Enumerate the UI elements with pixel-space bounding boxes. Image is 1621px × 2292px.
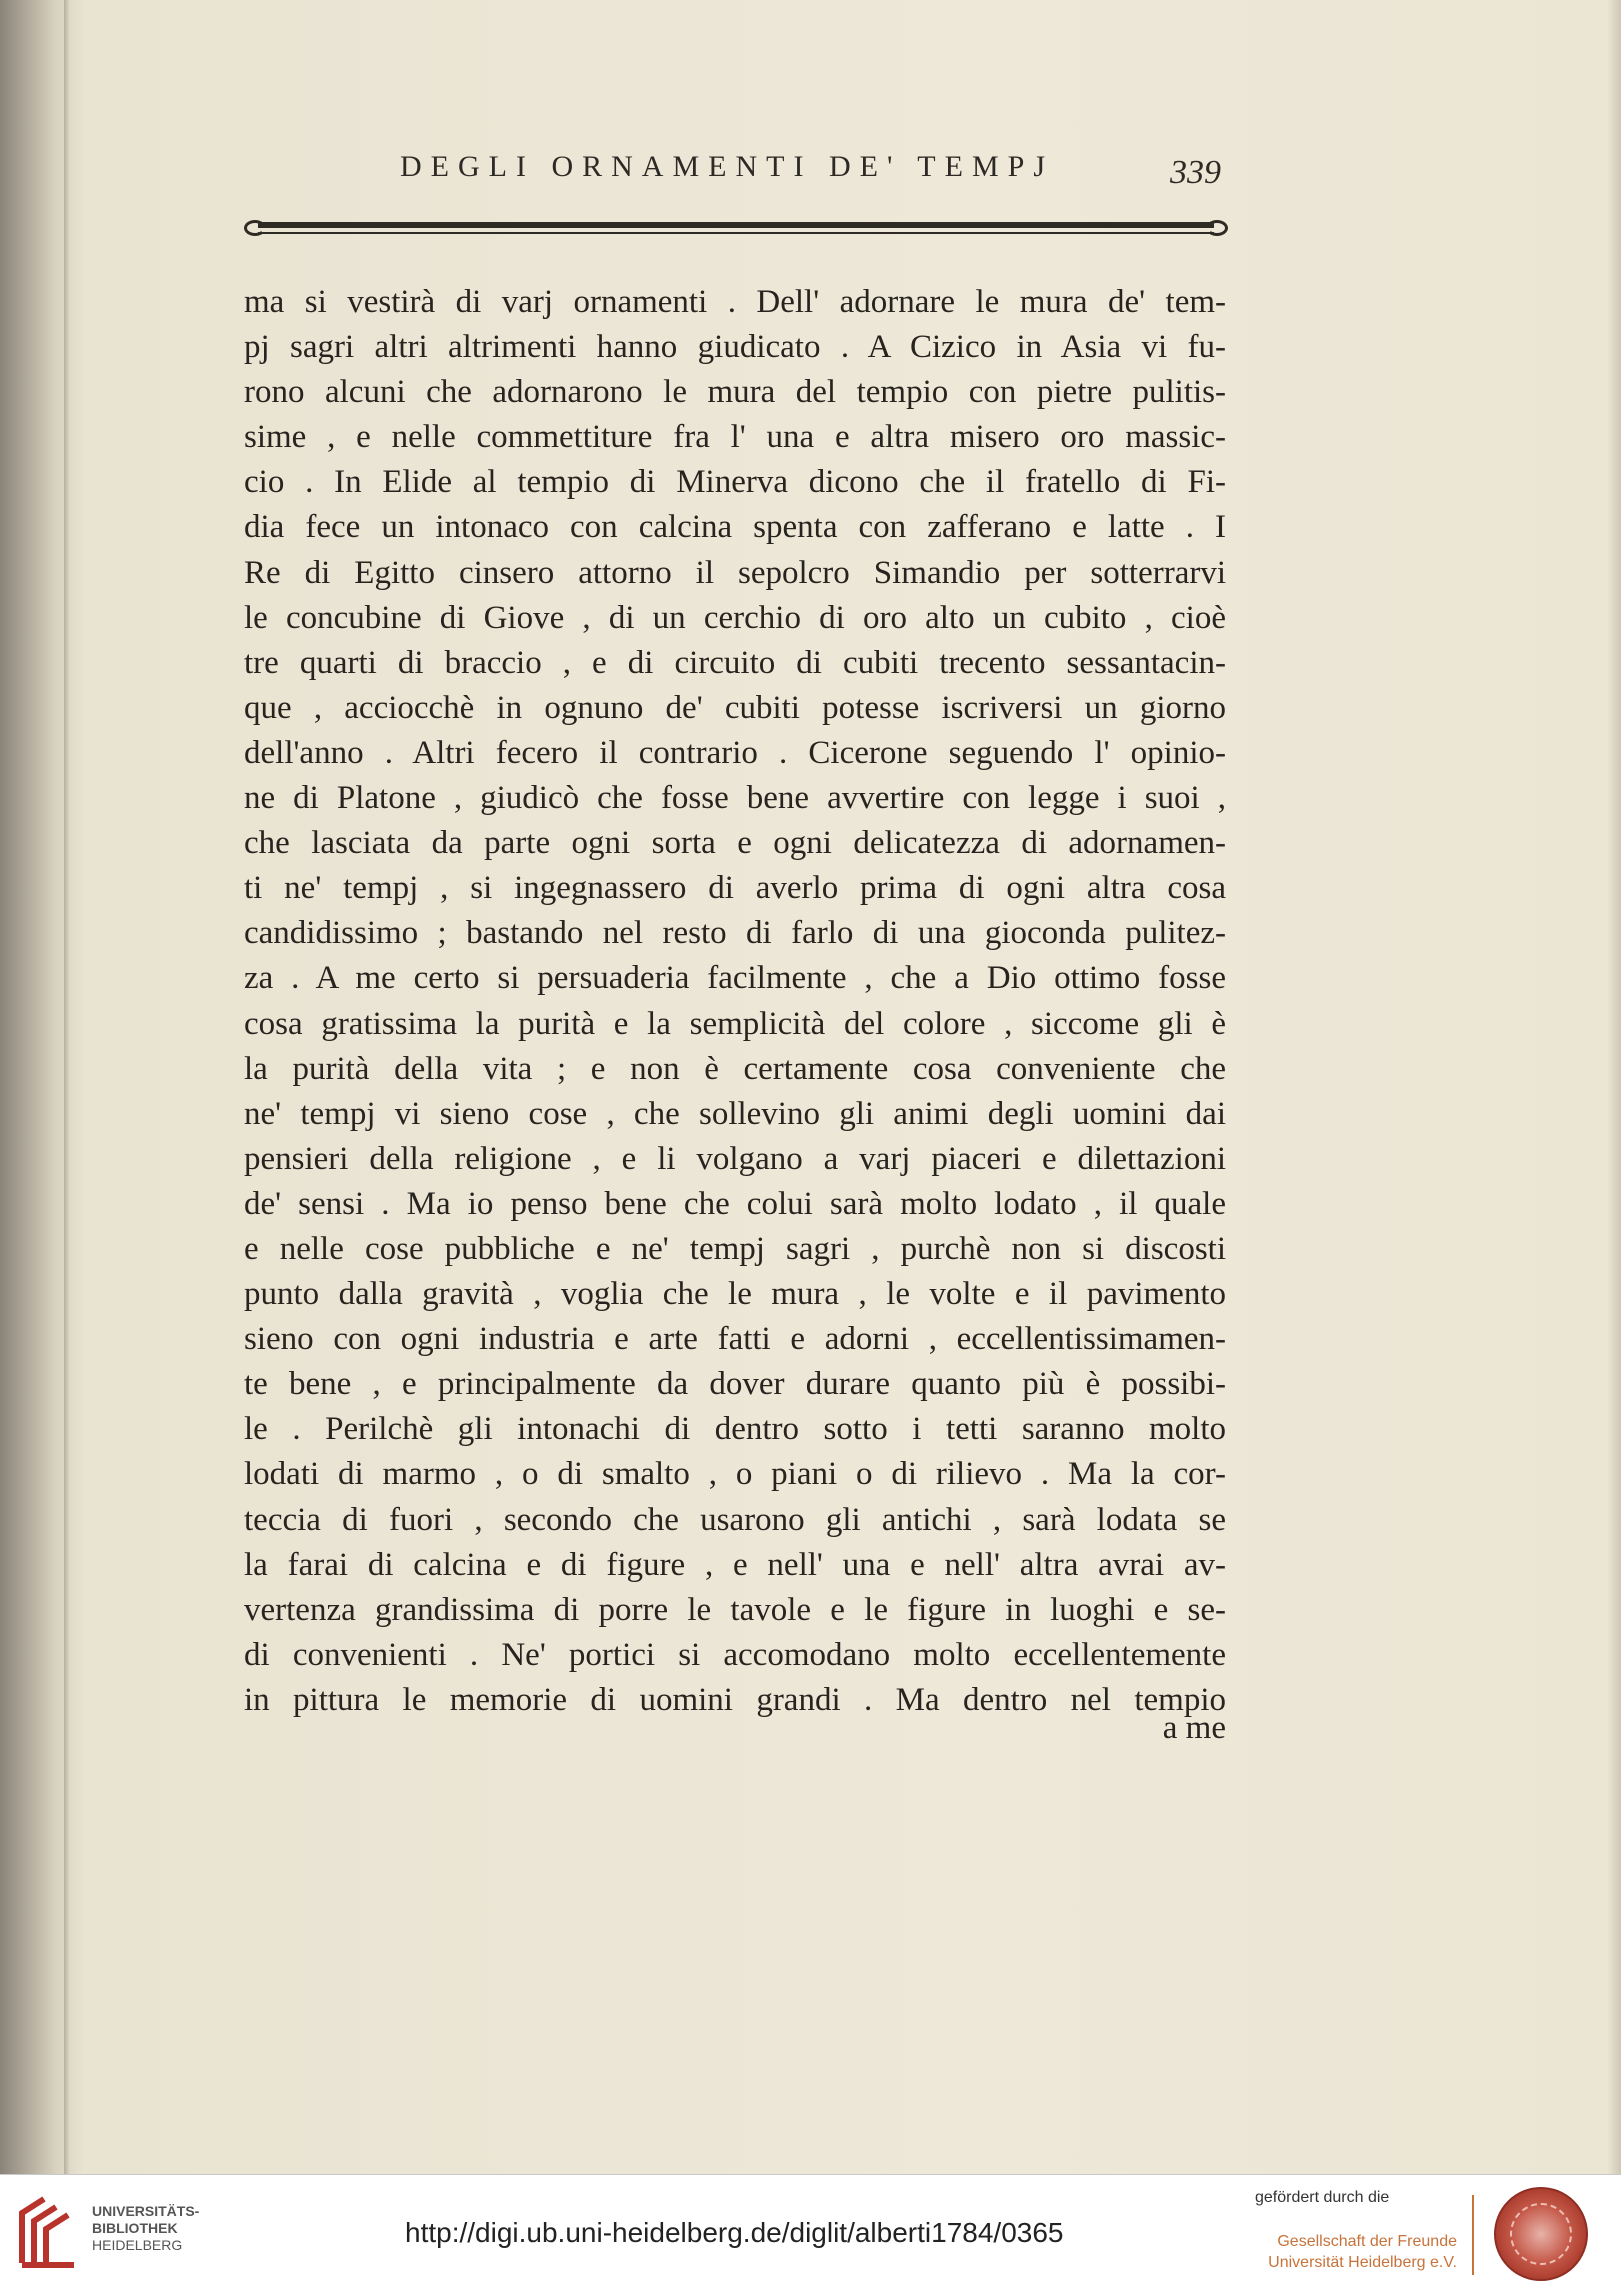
seal-inner-ring <box>1510 2203 1572 2265</box>
text-line: pensieri della religione , e li volgano a varj piaceri e dilettazioni <box>244 1140 1226 1177</box>
rule-thick-line <box>258 222 1214 228</box>
text-line: le concubine di Giove , di un cerchio di oro alto un cubito , cioè <box>244 599 1226 636</box>
text-line: cosa gratissima la purità e la semplicità del colore , siccome gli è <box>244 1005 1226 1042</box>
catchword: a me <box>1162 1710 1226 1746</box>
text-line: pj sagri altri altrimenti hanno giudicato . A Cizico in Asia vi fu- <box>244 329 1226 366</box>
text-line: cio . In Elide al tempio di Minerva dicono che il fratello di Fi- <box>244 464 1226 501</box>
text-line: la farai di calcina e di figure , e nell' una e nell' altra avrai av- <box>244 1546 1226 1583</box>
text-line: vertenza grandissima di porre le tavole e le figure in luoghi e se- <box>244 1591 1226 1628</box>
text-line: teccia di fuori , secondo che usarono gli antichi , sarà lodata se <box>244 1501 1226 1538</box>
text-line: dia fece un intonaco con calcina spenta con zafferano e latte . I <box>244 509 1226 546</box>
text-line: di convenienti . Ne' portici si accomodano molto eccellentemente <box>244 1636 1226 1673</box>
body-text <box>244 280 1226 1723</box>
text-line: que , acciocchè in ognuno de' cubiti potesse iscriversi un giorno <box>244 689 1226 726</box>
text-line: Re di Egitto cinsero attorno il sepolcro Simandio per sotterrarvi <box>244 554 1226 591</box>
text-line: la purità della vita ; e non è certamente cosa conveniente che <box>244 1050 1226 1087</box>
text-line: rono alcuni che adornarono le mura del tempio con pietre pulitis- <box>244 374 1226 411</box>
sponsor-label: gefördert durch die <box>1255 2189 1390 2206</box>
university-library-logo-icon[interactable] <box>14 2191 84 2271</box>
rule-end-right <box>1206 220 1228 236</box>
text-line: ne' tempj vi sieno cose , che sollevino gli animi degli uomini dai <box>244 1095 1226 1132</box>
text-line: sime , e nelle commettiture fra l' una e altra misero oro massic- <box>244 419 1226 456</box>
page-gutter-shadow <box>64 0 70 2174</box>
text-line: za . A me certo si persuaderia facilmente , che a Dio ottimo fosse <box>244 960 1226 997</box>
text-line: de' sensi . Ma io penso bene che colui sarà molto lodato , il quale <box>244 1185 1226 1222</box>
text-line: ti ne' tempj , si ingegnassero di averlo prima di ogni altra cosa <box>244 870 1226 907</box>
page-number: 339 <box>1170 154 1221 191</box>
text-line: in pittura le memorie di uomini grandi . Ma dentro nel tempio <box>244 1681 1226 1718</box>
text-line: ne di Platone , giudicò che fosse bene avvertire con legge i suoi , <box>244 780 1226 817</box>
university-library-name <box>92 2203 199 2254</box>
rule-thin-line <box>258 232 1214 234</box>
ornamental-rule <box>244 218 1228 242</box>
text-line: che lasciata da parte ogni sorta e ogni delicatezza di adornamen- <box>244 825 1226 862</box>
text-line: te bene , e principalmente da dover durare quanto più è possibi- <box>244 1366 1226 1403</box>
sponsor-name-line2: Universität Heidelberg e.V. <box>1268 2254 1457 2271</box>
text-line: le . Perilchè gli intonachi di dentro sotto i tetti saranno molto <box>244 1411 1226 1448</box>
university-seal-icon <box>1494 2187 1588 2281</box>
text-line: lodati di marmo , o di smalto , o piani o di rilievo . Ma la cor- <box>244 1456 1226 1493</box>
permalink-url[interactable]: http://digi.ub.uni-heidelberg.de/diglit/alberti1784/0365 <box>405 2217 1064 2248</box>
text-line: ma si vestirà di varj ornamenti . Dell' adornare le mura de' tem- <box>244 284 1226 320</box>
page-right-edge <box>1607 0 1621 2174</box>
library-name-line1: UNIVERSITÄTS- <box>92 2203 200 2219</box>
text-line: candidissimo ; bastando nel resto di farlo di una gioconda pulitez- <box>244 915 1226 952</box>
sponsor-name-line1: Gesellschaft der Freunde <box>1277 2233 1457 2250</box>
digitization-footer <box>0 2174 1621 2292</box>
running-head: DEGLI ORNAMENTI DE' TEMPJ <box>400 150 1054 183</box>
library-name-line2: BIBLIOTHEK <box>92 2220 178 2236</box>
sponsor-name[interactable] <box>1262 2231 1457 2273</box>
library-name-line3: HEIDELBERG <box>92 2237 183 2253</box>
text-line: sieno con ogni industria e arte fatti e adorni , eccellentissimamen- <box>244 1321 1226 1358</box>
text-line: punto dalla gravità , voglia che le mura , le volte e il pavimento <box>244 1276 1226 1313</box>
text-line: dell'anno . Altri fecero il contrario . Cicerone seguendo l' opinio- <box>244 734 1226 771</box>
text-line: e nelle cose pubbliche e ne' tempj sagri , purchè non si discosti <box>244 1230 1226 1267</box>
text-line: tre quarti di braccio , e di circuito di cubiti trecento sessantacin- <box>244 644 1226 681</box>
sponsor-divider <box>1472 2195 1474 2275</box>
